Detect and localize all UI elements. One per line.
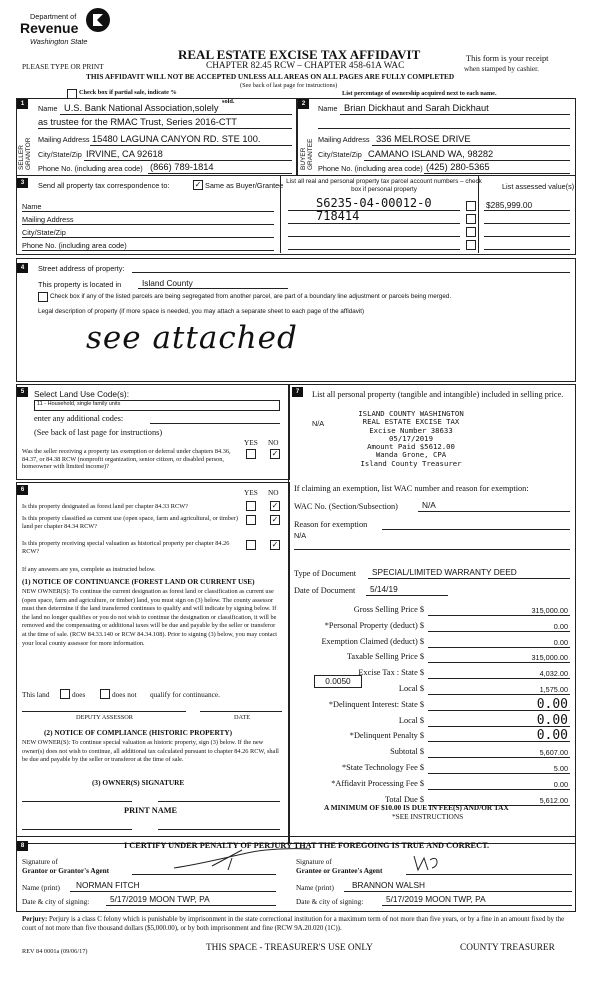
calc-value[interactable]: 315,000.00	[531, 653, 568, 663]
section-6-box	[16, 482, 290, 844]
sec6-yes: YES	[244, 488, 258, 497]
assessed-header: List assessed value(s)	[502, 182, 575, 191]
grantor-name[interactable]: NORMAN FITCH	[76, 880, 140, 890]
calc-value[interactable]: 5.00	[553, 764, 568, 773]
notice-compliance-title: (2) NOTICE OF COMPLIANCE (HISTORIC PROPERTY)	[44, 728, 233, 737]
grantee-name-label: Name (print)	[296, 883, 334, 892]
exemption-claim-label: If claiming an exemption, list WAC number and reason for exemption:	[294, 484, 529, 493]
doc-type[interactable]: SPECIAL/LIMITED WARRANTY DEED	[372, 567, 517, 577]
street-address-label: Street address of property:	[38, 264, 125, 273]
grantor-agent-label: Grantor or Grantor's Agent	[22, 866, 110, 875]
land-does-label: does	[72, 690, 86, 699]
see-back: (See back of last page for instructions)	[240, 82, 338, 89]
current-use-no-checkbox[interactable]: ✓	[271, 515, 279, 524]
reason-value[interactable]: N/A	[294, 531, 307, 540]
print-name-label: PRINT NAME	[124, 806, 178, 815]
grantor-signature-label: Signature of	[22, 857, 58, 866]
receipt-note-1: This form is your receipt	[466, 54, 549, 63]
chapter: CHAPTER 82.45 RCW – CHAPTER 458-61A WAC	[206, 61, 405, 71]
calc-value[interactable]: 315,000.00	[531, 606, 568, 615]
historic-yes-checkbox[interactable]	[246, 540, 256, 550]
doc-date[interactable]: 5/14/19	[370, 584, 398, 594]
seller-phone[interactable]: (866) 789-1814	[150, 162, 214, 172]
stamp-line-5: Amount Paid $5612.00	[367, 442, 455, 452]
same-as-buyer-label: Same as Buyer/Grantee	[205, 181, 284, 190]
send-correspondence-label: Send all property tax correspondence to:	[38, 181, 170, 190]
section-4-number: 4	[17, 263, 28, 273]
seller-name-line1[interactable]: U.S. Bank National Association,solely	[64, 103, 219, 113]
certify-statement: I CERTIFY UNDER PENALTY OF PERJURY THAT THE FOREGOING IS TRUE AND CORRECT.	[124, 841, 490, 850]
stamp-line-2: REAL ESTATE EXCISE TAX	[362, 417, 460, 427]
personal-property-checkbox-2[interactable]	[466, 214, 476, 224]
buyer-mailing-label: Mailing Address	[318, 135, 370, 144]
same-as-buyer-checkbox[interactable]: ✓	[194, 180, 202, 189]
notice-compliance-text: NEW OWNER(S): To continue special valuation as historic property, sign (3) below. If the new owner(s) does not wish to continue, all additional tax calculated pursuant to chapter 84.26 RCW, shall be due and payable by the seller or transferor at the time of sale.	[22, 739, 279, 764]
land-use-value: 11 - Household, single family units	[37, 401, 121, 407]
perjury-text: Perjury is a class C felony which is punishable by imprisonment in the state correctional institution for a maximum term of not more than five years, or by a fine in an amount fixed by the court of not more than five thousand dollars ($5,000.00), or by both imprisonment and fine (RCW 9A.20.020 (1C)).	[22, 916, 565, 932]
calc-value[interactable]: 0.00	[536, 696, 568, 712]
calc-value[interactable]: 5,607.00	[539, 748, 568, 758]
partial-sale-label: Check box if partial sale, indicate %	[79, 89, 177, 96]
reason-label: Reason for exemption	[294, 520, 368, 529]
dor-logo	[20, 6, 110, 56]
stamp-line-3: Excise Number 38633	[369, 425, 453, 435]
tax-name-label: Name	[22, 202, 42, 211]
grantor-date-city[interactable]: 5/17/2019 MOON TWP, PA	[110, 894, 210, 904]
doc-date-label: Date of Document	[294, 586, 356, 595]
seller-city-label: City/State/Zip	[38, 150, 82, 159]
calc-value[interactable]: 0.00	[553, 779, 568, 789]
calc-label: *Delinquent Penalty $	[349, 731, 424, 741]
exemption-no-checkbox[interactable]: ✓	[271, 449, 279, 458]
grantor-name-label: Name (print)	[22, 883, 60, 892]
grantee-agent-label: Grantee or Grantee's Agent	[296, 866, 383, 875]
assessor-date-label: DATE	[234, 714, 251, 721]
legal-description-handwritten[interactable]: see attached	[86, 320, 298, 356]
located-in-label: This property is located in	[38, 280, 122, 289]
sec5-yes: YES	[244, 438, 258, 447]
calc-label: *Personal Property (deduct) $	[324, 620, 424, 630]
buyer-phone-label: Phone No. (including area code)	[318, 164, 423, 173]
section-6-number: 6	[17, 485, 28, 495]
grantee-name[interactable]: BRANNON WALSH	[352, 880, 425, 890]
land-use-select[interactable]	[34, 400, 280, 411]
seller-mailing[interactable]: 15480 LAGUNA CANYON RD. STE 100.	[92, 134, 261, 144]
current-use-yes-checkbox[interactable]	[246, 515, 256, 525]
buyer-city[interactable]: CAMANO ISLAND WA, 98282	[368, 149, 494, 159]
calc-label: Gross Selling Price $	[353, 605, 424, 614]
list-percentage: List percentage of ownership acquired next to each name.	[342, 90, 497, 97]
seller-mailing-label: Mailing Address	[38, 135, 90, 144]
section-1-number: 1	[17, 99, 28, 109]
notice-continuance-text: NEW OWNER(S): To continue the current designation as forest land or classification as current use (open space, farm and agriculture, or timber) land, you must sign on (3) below. The county assessor must then determine if the land transferred continues to qualify and will indicate by signing below. If the land no longer qualifies or you do not wish to continue the designation or classification, it will be removed and the compensating or additional taxes will be due and payable by the seller or transferor at the time of sale. (RCW 84.33.140 or RCW 84.34.108). Prior to signing (3) below, you may contact your local county assessor for more information.	[22, 588, 278, 647]
tax-phone-label: Phone No. (including area code)	[22, 241, 127, 250]
doc-type-label: Type of Document	[294, 569, 357, 578]
forest-yes-checkbox[interactable]	[246, 501, 256, 511]
current-use-question: Is this property classified as current use (open space, farm and agricultural, or timber) land per chapter 84.34 RCW?	[22, 515, 238, 530]
segregated-label: Check box if any of the listed parcels are being segregated from another parcel, are part of a boundary line adjustment or parcels being merged.	[50, 293, 452, 300]
exemption-yes-checkbox[interactable]	[246, 449, 256, 459]
section-2-number: 2	[298, 99, 309, 109]
buyer-grantee-label: BUYER GRANTEE	[300, 138, 314, 170]
historic-question: Is this property receiving special valuation as historical property per chapter 84.26 RCW?	[22, 540, 230, 555]
warning: THIS AFFIDAVIT WILL NOT BE ACCEPTED UNLESS ALL AREAS ON ALL PAGES ARE FULLY COMPLETED	[86, 72, 455, 81]
sec5-no: NO	[268, 438, 279, 447]
stamp-line-1: ISLAND COUNTY WASHINGTON	[358, 409, 464, 418]
treasurer-stamp	[336, 410, 486, 468]
stamp-line-7: Island County Treasurer	[360, 458, 462, 468]
qualify-label: qualify for continuance.	[150, 690, 220, 699]
calc-value[interactable]: 0.00	[553, 637, 568, 647]
section-7-number: 7	[292, 387, 303, 397]
calc-value[interactable]: 0.00	[536, 728, 568, 744]
land-does-checkbox[interactable]	[60, 689, 70, 699]
calc-label: Local $	[398, 684, 424, 693]
personal-property-checkbox-3[interactable]	[466, 227, 476, 237]
grantor-signature-icon	[172, 846, 312, 872]
form-title: REAL ESTATE EXCISE TAX AFFIDAVIT	[178, 47, 421, 62]
personal-property-checkbox-4[interactable]	[466, 240, 476, 250]
perjury-notice	[22, 915, 578, 933]
grantee-date-city[interactable]: 5/17/2019 MOON TWP, PA	[386, 894, 486, 904]
tax-city-label: City/State/Zip	[22, 228, 66, 237]
agency-line3: Washington State	[30, 37, 88, 46]
owner-signature-label: (3) OWNER(S) SIGNATURE	[92, 778, 185, 787]
historic-no-checkbox[interactable]: ✓	[271, 540, 279, 549]
assessed-value-1[interactable]: $285,999.00	[486, 200, 533, 210]
segregated-checkbox[interactable]	[38, 292, 48, 302]
this-land-label: This land	[22, 690, 50, 699]
calc-value[interactable]: 4,032.00	[539, 669, 568, 679]
seller-name-label: Name	[38, 104, 58, 113]
parcel-header: List all real and personal property tax parcel account numbers – check box if personal property	[286, 178, 482, 193]
calc-label: Exemption Claimed (deduct) $	[321, 636, 424, 646]
buyer-name[interactable]: Brian Dickhaut and Sarah Dickhaut	[344, 103, 489, 113]
parcel-2[interactable]: 718414	[316, 209, 360, 223]
tax-mailing-label: Mailing Address	[22, 215, 74, 224]
forest-no-checkbox[interactable]: ✓	[271, 501, 279, 510]
buyer-phone[interactable]: (425) 280-5365	[426, 162, 490, 172]
stamp-line-6: Wanda Grone, CPA	[375, 450, 447, 460]
buyer-name-label: Name	[318, 104, 338, 113]
grantee-date-label: Date & city of signing:	[296, 897, 364, 906]
section-8-number: 8	[17, 841, 28, 851]
grantee-signature-icon	[410, 852, 444, 874]
buyer-city-label: City/State/Zip	[318, 150, 362, 159]
forest-question: Is this property designated as forest land per chapter 84.33 RCW?	[22, 503, 188, 510]
calc-label: *State Technology Fee $	[342, 763, 424, 772]
county[interactable]: Island County	[142, 278, 193, 288]
sold-label: sold.	[222, 98, 235, 105]
section-3-number: 3	[17, 178, 28, 188]
treasurer-use-only: THIS SPACE - TREASURER'S USE ONLY	[206, 943, 373, 953]
calc-value[interactable]: 5,612.00	[539, 795, 568, 805]
seller-grantor-label: SELLER GRANTOR	[18, 137, 32, 170]
land-use-label: Select Land Use Code(s):	[34, 389, 130, 399]
seller-city[interactable]: IRVINE, CA 92618	[86, 149, 163, 159]
stamp-line-4: 05/17/2019	[389, 433, 433, 443]
county-treasurer: COUNTY TREASURER	[460, 943, 555, 953]
personal-property-value[interactable]: N/A	[312, 419, 325, 428]
see-instructions: *SEE INSTRUCTIONS	[392, 812, 464, 821]
land-does-not-checkbox[interactable]	[100, 689, 110, 699]
agency-line1: Department of	[30, 12, 77, 21]
receipt-note-2: when stamped by cashier.	[464, 64, 539, 73]
sec6-no: NO	[268, 488, 279, 497]
dor-logo-icon	[84, 6, 112, 34]
please-type: PLEASE TYPE OR PRINT	[22, 62, 104, 71]
calc-label: Subtotal $	[390, 747, 424, 757]
minimum-due: A MINIMUM OF $10.00 IS DUE IN FEE(S) AND/OR TAX	[324, 803, 509, 812]
land-use-see-back: (See back of last page for instructions)	[34, 428, 163, 437]
calc-value[interactable]: 1,575.00	[539, 685, 568, 694]
parcel-1[interactable]: S6235-04-00012-0	[316, 196, 432, 210]
section-5-number: 5	[17, 387, 28, 397]
notice-continuance-title: (1) NOTICE OF CONTINUANCE (FOREST LAND OR CURRENT USE)	[22, 577, 255, 586]
personal-property-checkbox-1[interactable]	[466, 201, 476, 211]
calc-label: Local $	[398, 715, 424, 725]
perjury-label: Perjury:	[22, 916, 48, 923]
if-yes-instruction: If any answers are yes, complete as instructed below.	[22, 566, 156, 573]
deputy-assessor-label: DEPUTY ASSESSOR	[76, 714, 133, 721]
grantee-signature-label: Signature of	[296, 857, 332, 866]
calc-label: Total Due $	[384, 794, 424, 804]
seller-phone-label: Phone No. (including area code)	[38, 164, 143, 173]
calc-value[interactable]: 0.00	[553, 621, 568, 631]
wac-value[interactable]: N/A	[422, 500, 436, 510]
form-number: REV 84 0001a (09/06/17)	[22, 948, 88, 955]
calc-label: Excise Tax : State $	[358, 668, 424, 678]
land-does-not-label: does not	[112, 690, 137, 699]
calc-label: *Delinquent Interest: State $	[328, 699, 424, 709]
exemption-question: Was the seller receiving a property tax exemption or deferral under chapters 84.36, 84.37, or 84.38 RCW (nonprofit organization, senior citizen, or disabled person, homeowner with limited income)?	[22, 448, 231, 471]
wac-label: WAC No. (Section/Subsection)	[294, 502, 398, 511]
calc-value[interactable]: 0.00	[536, 712, 568, 728]
seller-name-line2[interactable]: as trustee for the RMAC Trust, Series 2016-CTT	[38, 117, 237, 127]
personal-property-label: List all personal property (tangible and intangible) included in selling price.	[312, 390, 564, 399]
legal-description-label: Legal description of property (if more space is needed, you may attach a separate sheet to each page of the affidavit)	[38, 308, 365, 315]
calc-label: Taxable Selling Price $	[346, 652, 424, 662]
local-rate-box[interactable]: 0.0050	[314, 675, 362, 688]
calc-label: *Affidavit Processing Fee $	[331, 778, 424, 788]
grantor-date-label: Date & city of signing:	[22, 897, 90, 906]
buyer-mailing[interactable]: 336 MELROSE DRIVE	[376, 134, 471, 144]
agency-line2: Revenue	[20, 20, 79, 36]
additional-codes-label: enter any additional codes:	[34, 414, 124, 423]
